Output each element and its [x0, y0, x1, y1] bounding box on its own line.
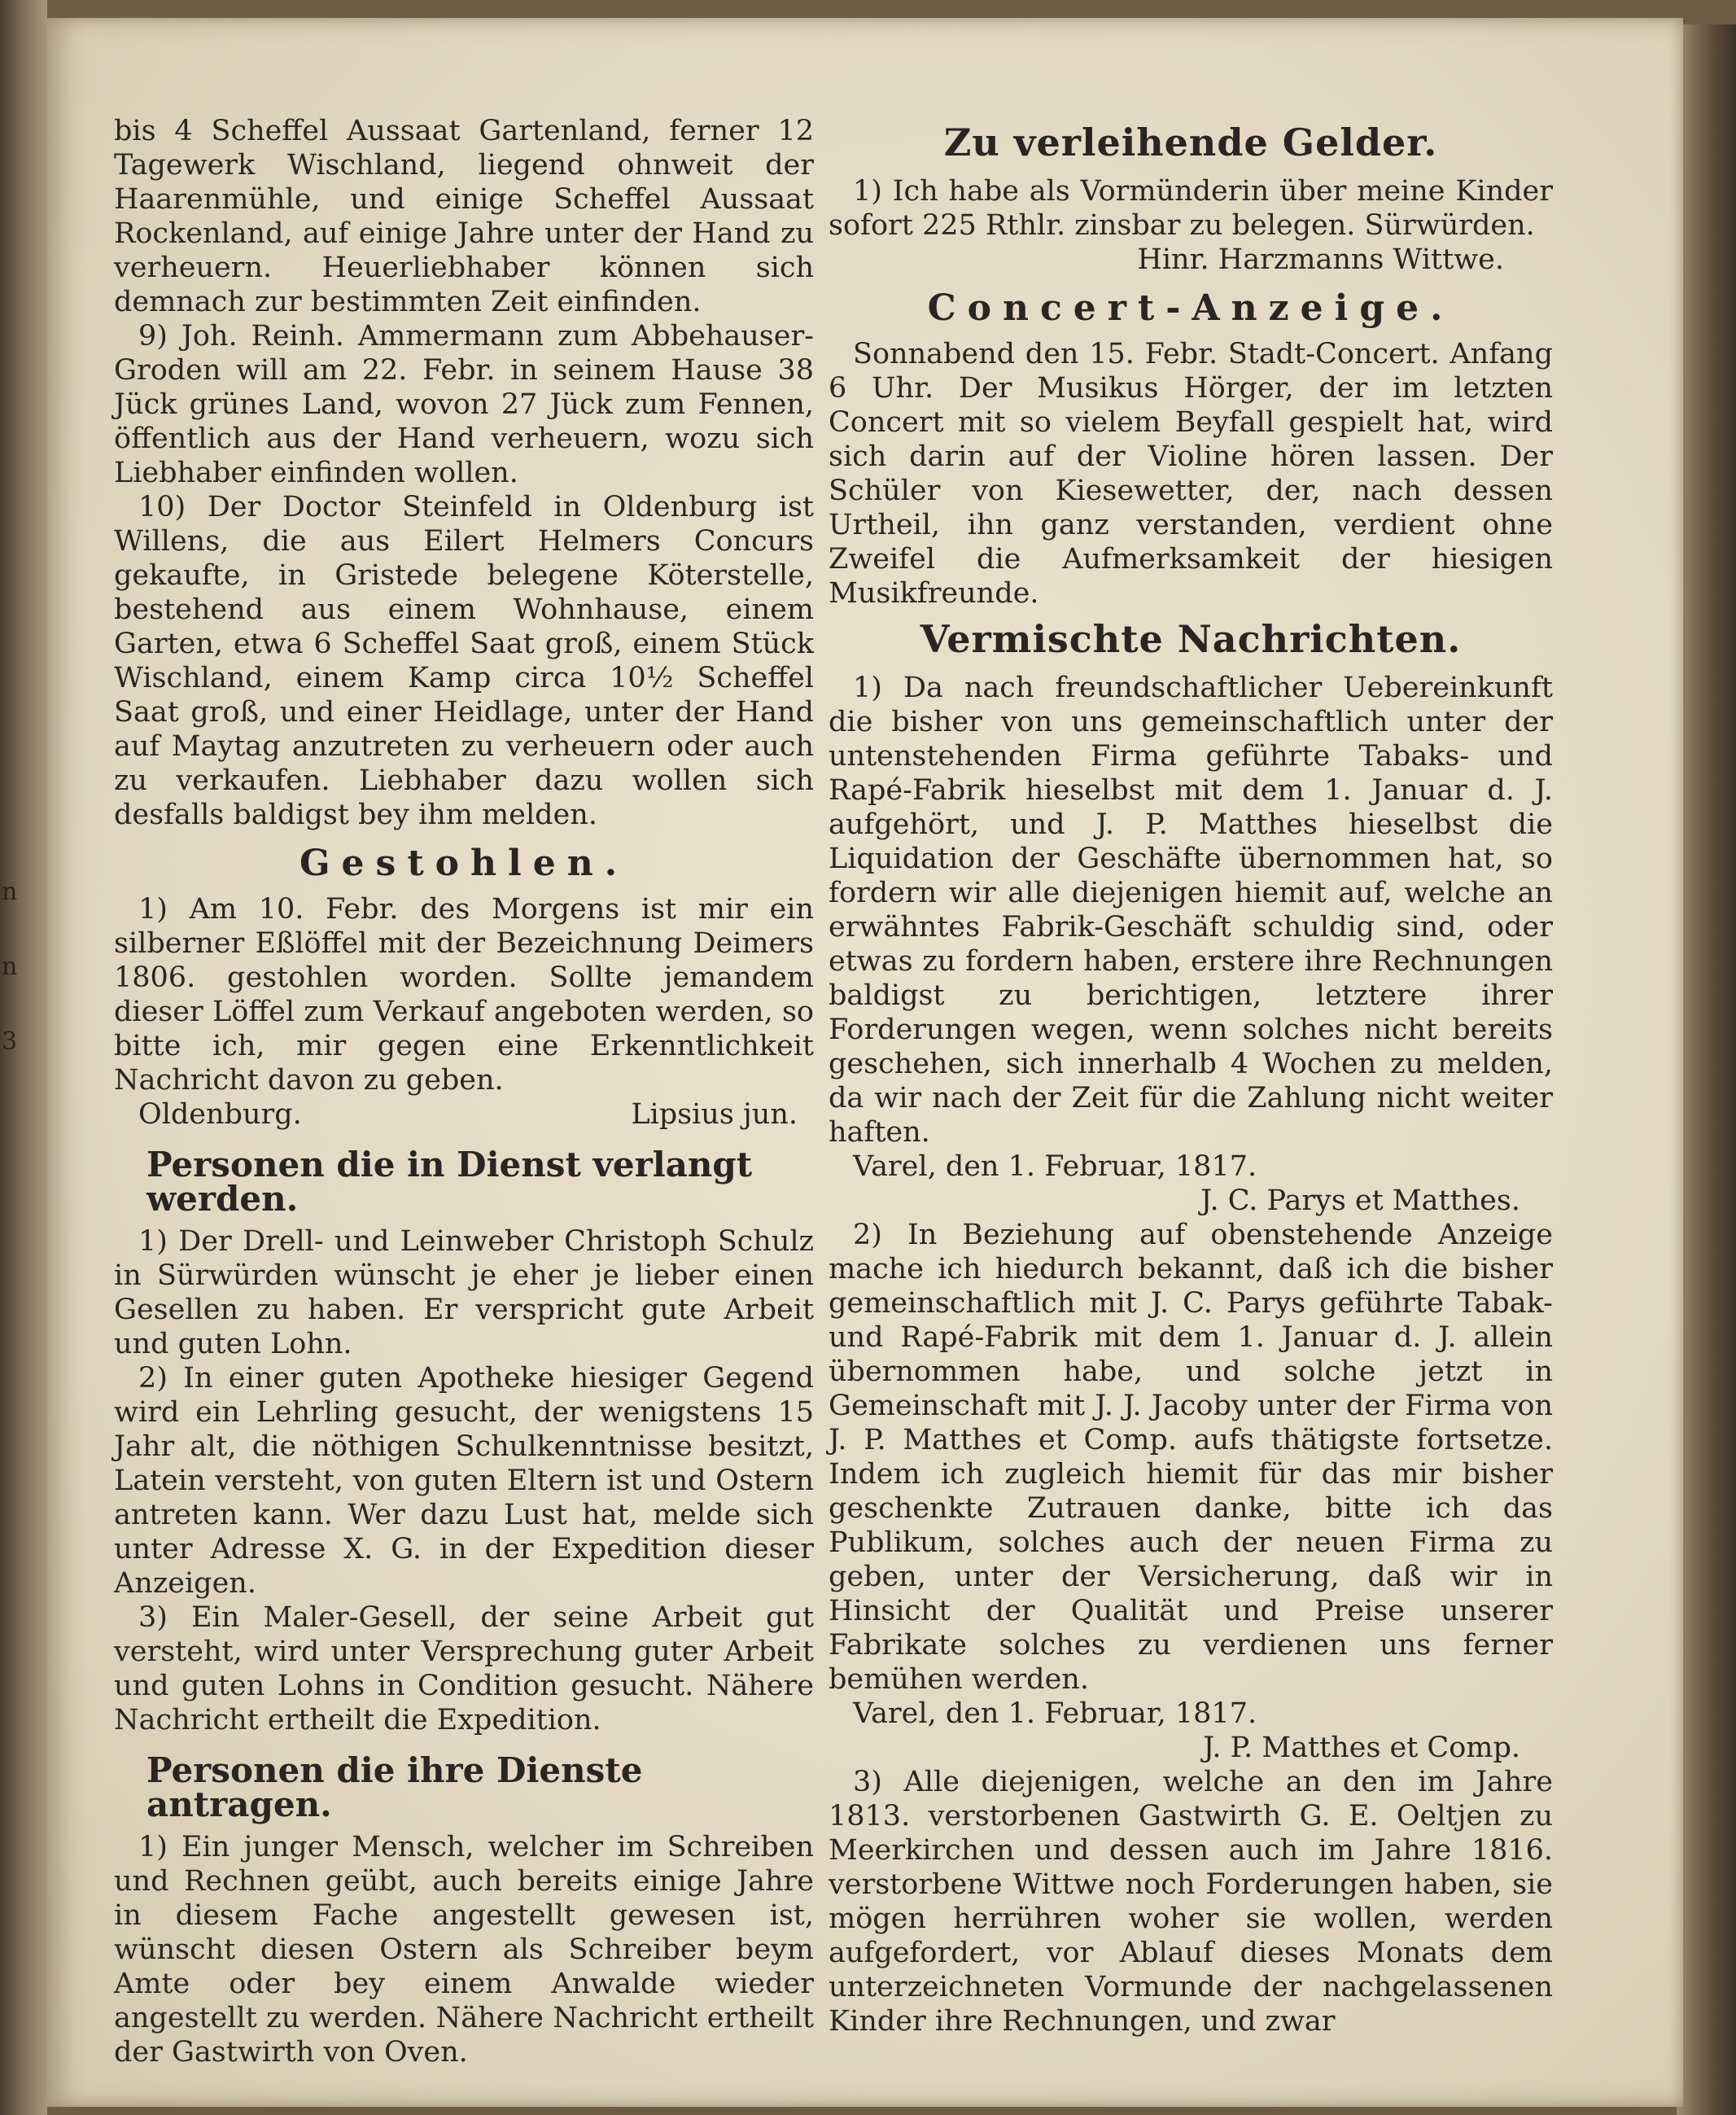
loan-signature: Hinr. Harzmanns Wittwe. [1137, 243, 1504, 276]
heading-verleihende-gelder: Zu verleihende Gelder. [943, 120, 1438, 164]
heading-dienst-verlangt: Personen die in Dienst verlangt werden. [146, 1145, 753, 1219]
continued-paragraph: bis 4 Scheffel Aussaat Gartenland, ferner 12 Tagewerk Wischland, liegend ohnweit der Haarenmühle, und einige Scheffel Aussaat Rockenland, auf einige Jahre unter der Hand zu verheuern. Heuerliebhaber können sich demnach zur bestimmten Zeit einfinden. [114, 115, 814, 318]
offer-notice-1: 1) Ein junger Mensch, welcher im Schreiben und Rechnen geübt, auch bereits einige Jahre in diesem Fache angestellt gewesen ist, wünscht diesen Ostern als Schreiber beym Amte oder bey einem Anwalde wieder angestellt zu werden. Nähere Nachricht ertheilt der Gastwirth von Oven. [114, 1831, 814, 2069]
left-column [114, 114, 814, 2069]
heading-dienste-antragen: Personen die ihre Dienste antragen. [146, 1750, 643, 1824]
misc-notice-1-signature: J. C. Parys et Matthes. [1200, 1184, 1520, 1217]
wanted-notice-1: 1) Der Drell- und Leinweber Christoph Schulz in Sürwürden wünscht je eher je lieber einen Gesellen zu haben. Er verspricht gute Arbeit und guten Lohn. [114, 1225, 814, 1360]
gutter-letter: n [2, 952, 18, 981]
loan-notice-1: 1) Ich habe als Vormünderin über meine Kinder sofort 225 Rthlr. zinsbar zu belegen. Sürwürden. [829, 175, 1553, 242]
heading-vermischte-nachrichten: Vermischte Nachrichten. [920, 617, 1462, 661]
misc-notice-1: 1) Da nach freundschaftlicher Uebereinkunft die bisher von uns gemeinschaftlich unter der untenstehenden Firma geführte Tabaks- und Rapé-Fabrik hieselbst mit dem 1. Januar d. J. aufgehört, und J. P. Matthes hieselbst die Liquidation der Geschäfte übernommen hat, so fordern wir alle diejenigen hiemit auf, welche an erwähntes Fabrik-Geschäft schuldig sind, oder etwas zu fordern haben, erstere ihre Rechnungen baldigst zu berichtigen, letztere ihrer Forderungen wegen, wenn solches nicht bereits geschehen, sich innerhalb 4 Wochen zu melden, da wir nach der Zeit für die Zahlung nicht weiter haften. [829, 672, 1553, 1149]
notice-10: 10) Der Doctor Steinfeld in Oldenburg ist Willens, die aus Eilert Helmers Concurs gekaufte, in Gristede belegene Köterstelle, bestehend aus einem Wohnhause, einem Garten, etwa 6 Scheffel Saat groß, einem Stück Wischland, einem Kamp circa 10½ Scheffel Saat groß, und einer Heidlage, unter der Hand auf Maytag anzutreten zu verheuern oder auch zu verkaufen. Liebhaber dazu wollen sich desfalls baldigst bey ihm melden. [114, 491, 814, 831]
signature-name: Lipsius jun. [631, 1098, 798, 1131]
wanted-notice-2: 2) In einer guten Apotheke hiesiger Gegend wird ein Lehrling gesucht, der wenigstens 15 Jahr alt, die nöthigen Schulkenntnisse besitzt, Latein versteht, von guten Eltern ist und Ostern antreten kann. Wer dazu Lust hat, melde sich unter Adresse X. G. in der Expedition dieser Anzeigen. [114, 1362, 814, 1600]
book-gutter [0, 0, 47, 2115]
gutter-letter: 3 [2, 1027, 18, 1056]
page-edge-shadow [1677, 24, 1736, 2115]
misc-notice-1-date: Varel, den 1. Februar, 1817. [853, 1150, 1257, 1183]
misc-notice-3: 3) Alle diejenigen, welche an den im Jahre 1813. verstorbenen Gastwirth G. E. Oeltjen zu Meerkirchen und dessen auch im Jahre 1816. verstorbene Wittwe noch Forderungen haben, sie mögen herrühren woher sie wollen, werden aufgefordert, vor Ablauf dieses Monats dem unterzeichneten Vormunde der nachgelassenen Kinder ihre Rechnungen, und zwar [829, 1766, 1553, 2038]
wanted-notice-3: 3) Ein Maler-Gesell, der seine Arbeit gut versteht, wird unter Versprechung guter Arbeit und guten Lohns in Condition gesucht. Nähere Nachricht ertheilt die Expedition. [114, 1601, 814, 1736]
heading-gestohlen: Gestohlen. [299, 843, 629, 884]
concert-notice: Sonnabend den 15. Febr. Stadt-Concert. Anfang 6 Uhr. Der Musikus Hörger, der im letzten Concert mit so vielem Beyfall gespielt hat, wird sich darin auf der Violine hören lassen. Der Schüler von Kiesewetter, der, nach dessen Urtheil, ihn ganz verstanden, verdient ohne Zweifel die Aufmerksamkeit der hiesigen Musikfreunde. [829, 338, 1553, 610]
misc-notice-2-signature: J. P. Matthes et Comp. [1203, 1732, 1520, 1764]
heading-concert-anzeige: Concert-Anzeige. [927, 287, 1454, 329]
stolen-notice-1: 1) Am 10. Febr. des Morgens ist mir ein silberner Eßlöffel mit der Bezeichnung Deimers 1806. gestohlen worden. Sollte jemandem dieser Löffel zum Verkauf angeboten werden, so bitte ich, mir gegen eine Erkenntlichkeit Nachricht davon zu geben. [114, 893, 814, 1097]
signature-place: Oldenburg. [138, 1098, 302, 1131]
gutter-facing-page-letters [2, 855, 16, 1079]
gutter-letter: n [2, 878, 18, 906]
newspaper-page [47, 18, 1683, 2107]
right-column [829, 114, 1553, 2038]
misc-notice-2-date: Varel, den 1. Februar, 1817. [853, 1697, 1257, 1730]
stolen-signature [114, 1097, 814, 1132]
notice-9: 9) Joh. Reinh. Ammermann zum Abbehauser-Groden will am 22. Febr. in seinem Hause 38 Jück grünes Land, wovon 27 Jück zum Fennen, öffentlich aus der Hand verheuern, wozu sich Liebhaber einfinden wollen. [114, 320, 814, 489]
misc-notice-2: 2) In Beziehung auf obenstehende Anzeige mache ich hiedurch bekannt, daß ich die bisher gemeinschaftlich mit J. C. Parys geführte Tabak- und Rapé-Fabrik mit dem 1. Januar d. J. allein übernommen habe, und solche jetzt in Gemeinschaft mit J. J. Jacoby unter der Firma von J. P. Matthes et Comp. aufs thätigste fortsetze. Indem ich zugleich hiemit für das mir bisher geschenkte Zutrauen danke, bitte ich das Publikum, solches auch der neuen Firma zu geben, unter der Versicherung, daß wir in Hinsicht der Qualität und Preise unserer Fabrikate solches zu verdienen uns ferner bemühen werden. [829, 1219, 1553, 1696]
